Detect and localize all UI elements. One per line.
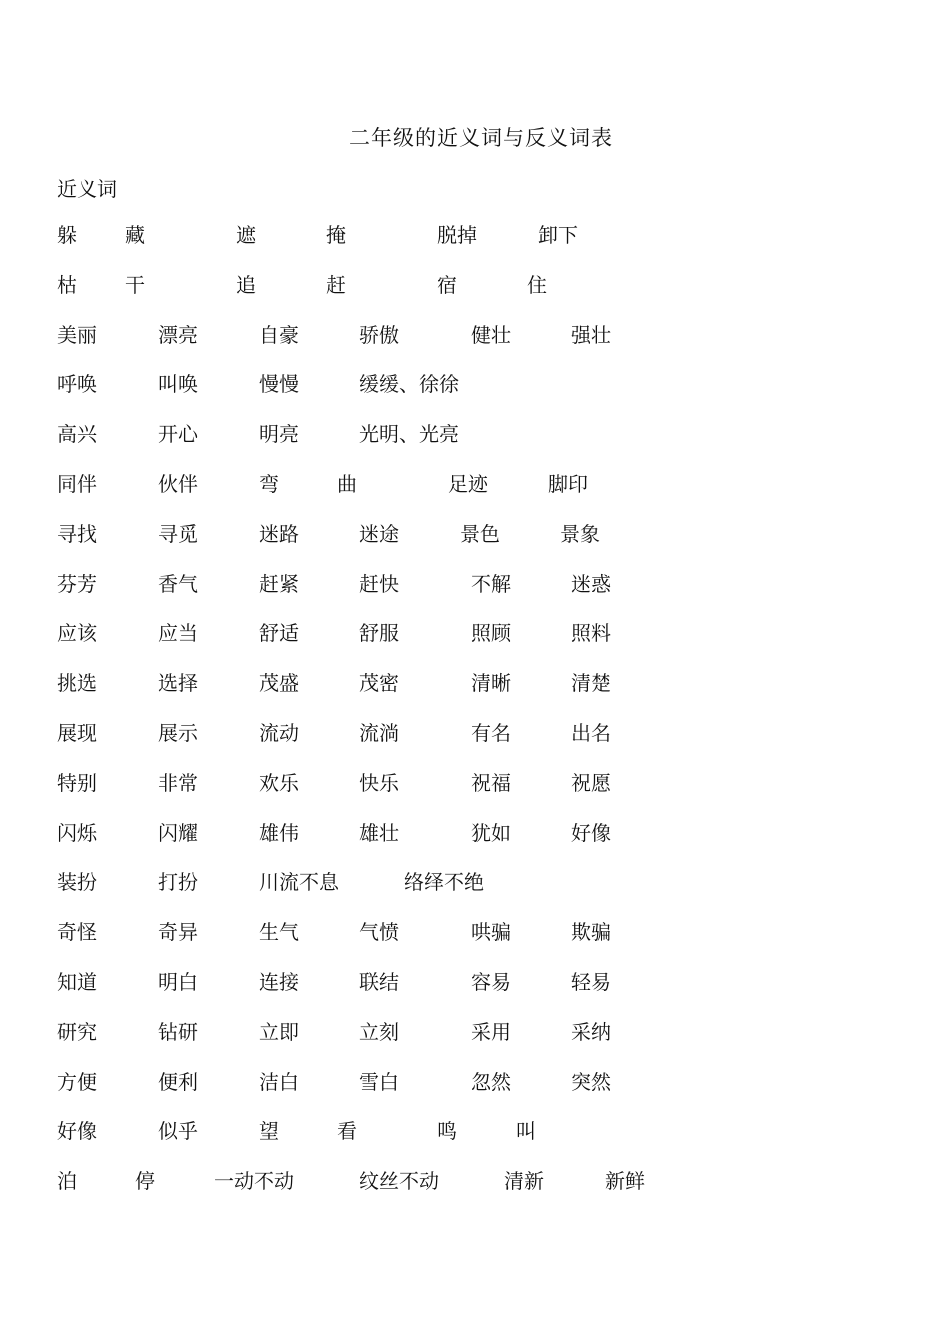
synonym-word: 足迹 [448, 472, 488, 496]
synonym-word: 络绎不绝 [404, 870, 484, 895]
synonym-word: 非常 [158, 770, 198, 795]
synonym-word: 照顾 [471, 621, 511, 646]
table-row [0, 519, 950, 549]
synonym-word: 住 [527, 272, 547, 297]
synonym-word: 宿 [437, 272, 457, 297]
synonym-word: 曲 [337, 472, 357, 496]
synonym-word: 不解 [471, 571, 511, 596]
synonym-word: 采用 [471, 1019, 511, 1044]
table-row [0, 867, 950, 897]
synonym-word: 突然 [571, 1069, 611, 1094]
synonym-word: 纹丝不动 [359, 1169, 439, 1194]
synonym-word: 寻找 [57, 521, 97, 546]
synonym-word: 遮 [236, 223, 256, 247]
synonym-word: 应当 [158, 621, 198, 646]
synonym-word: 卸下 [538, 223, 578, 247]
table-row [0, 967, 950, 997]
synonym-word: 川流不息 [259, 870, 339, 895]
synonym-word: 有名 [471, 721, 511, 745]
table-row [0, 1067, 950, 1097]
table-row [0, 768, 950, 798]
synonym-word: 选择 [158, 671, 198, 696]
synonym-word: 连接 [259, 970, 299, 994]
synonym-word: 景象 [560, 521, 600, 546]
synonym-word: 强壮 [571, 322, 611, 347]
synonym-word: 枯 [57, 272, 77, 297]
synonym-word: 特别 [57, 770, 97, 795]
synonym-word: 藏 [125, 223, 145, 247]
synonym-word: 迷路 [259, 521, 299, 546]
synonym-word: 研究 [57, 1019, 97, 1044]
synonym-word: 照料 [571, 621, 611, 646]
table-row [0, 718, 950, 748]
synonym-word: 迷途 [359, 521, 399, 546]
synonym-word: 打扮 [158, 870, 198, 895]
synonym-word: 慢慢 [259, 372, 299, 397]
synonym-word: 方便 [57, 1069, 97, 1094]
synonym-word: 联结 [359, 970, 399, 994]
synonym-word: 干 [125, 272, 145, 297]
table-row [0, 569, 950, 599]
synonym-word: 同伴 [57, 472, 97, 496]
synonym-word: 赶快 [359, 571, 399, 596]
synonym-word: 应该 [57, 621, 97, 646]
table-row [0, 270, 950, 300]
synonym-word: 赶 [326, 272, 346, 297]
synonym-word: 泊 [57, 1169, 77, 1194]
synonym-word: 停 [135, 1169, 155, 1194]
synonym-word: 欢乐 [259, 770, 299, 795]
synonym-word: 寻觅 [158, 521, 198, 546]
synonym-word: 追 [236, 272, 256, 297]
synonym-word: 伙伴 [158, 472, 198, 496]
synonym-word: 光明、光亮 [359, 422, 459, 447]
synonym-word: 舒适 [259, 621, 299, 646]
table-row [0, 419, 950, 449]
synonym-word: 立即 [259, 1019, 299, 1044]
table-row [0, 818, 950, 848]
synonym-word: 流动 [259, 721, 299, 745]
synonym-word: 雄伟 [259, 820, 299, 845]
synonym-word: 鸣 [437, 1119, 457, 1144]
synonym-word: 景色 [460, 521, 500, 546]
synonym-word: 祝愿 [571, 770, 611, 795]
synonym-word: 美丽 [57, 322, 97, 347]
synonym-word: 快乐 [359, 770, 399, 795]
synonym-word: 呼唤 [57, 372, 97, 397]
synonym-word: 脱掉 [437, 223, 477, 247]
synonym-word: 高兴 [57, 422, 97, 447]
synonym-word: 便利 [158, 1069, 198, 1094]
synonym-word: 新鲜 [605, 1169, 645, 1194]
synonym-word: 弯 [259, 472, 279, 496]
synonym-word: 一动不动 [214, 1169, 294, 1194]
synonym-word: 钻研 [158, 1019, 198, 1044]
synonym-word: 舒服 [359, 621, 399, 646]
synonym-word: 好像 [57, 1119, 97, 1144]
synonym-word: 香气 [158, 571, 198, 596]
document-title: 二年级的近义词与反义词表 [349, 126, 613, 150]
synonym-word: 芬芳 [57, 571, 97, 596]
synonym-word: 看 [337, 1119, 357, 1144]
synonym-word: 开心 [158, 422, 198, 447]
synonym-word: 轻易 [571, 970, 611, 994]
synonym-word: 健壮 [471, 322, 511, 347]
synonym-word: 闪耀 [158, 820, 198, 845]
table-row [0, 668, 950, 698]
table-row [0, 618, 950, 648]
synonym-word: 挑选 [57, 671, 97, 696]
synonym-word: 茂盛 [259, 671, 299, 696]
synonym-word: 望 [259, 1119, 279, 1144]
synonym-word: 似乎 [158, 1119, 198, 1144]
synonym-word: 叫 [516, 1119, 536, 1144]
synonym-word: 明亮 [259, 422, 299, 447]
synonym-word: 叫唤 [158, 372, 198, 397]
synonym-word: 展示 [158, 721, 198, 745]
synonym-word: 掩 [326, 223, 346, 247]
synonym-word: 明白 [158, 970, 198, 994]
synonym-word: 躲 [57, 223, 77, 247]
synonym-word: 容易 [471, 970, 511, 994]
synonym-word: 展现 [57, 721, 97, 745]
synonym-word: 好像 [571, 820, 611, 845]
synonym-word: 气愤 [359, 920, 399, 945]
synonym-word: 奇异 [158, 920, 198, 945]
table-row [0, 469, 950, 499]
synonym-word: 茂密 [359, 671, 399, 696]
table-row [0, 917, 950, 947]
synonym-word: 知道 [57, 970, 97, 994]
section-heading-synonyms: 近义词 [57, 177, 117, 201]
synonym-word: 缓缓、徐徐 [359, 372, 459, 397]
table-row [0, 320, 950, 350]
synonym-word: 闪烁 [57, 820, 97, 845]
synonym-word: 赶紧 [259, 571, 299, 596]
synonym-word: 忽然 [471, 1069, 511, 1094]
synonym-word: 骄傲 [359, 322, 399, 347]
synonym-word: 雄壮 [359, 820, 399, 845]
synonym-word: 雪白 [359, 1069, 399, 1094]
table-row [0, 1166, 950, 1196]
table-row [0, 1116, 950, 1146]
synonym-word: 脚印 [548, 472, 588, 496]
synonym-word: 装扮 [57, 870, 97, 895]
synonym-word: 洁白 [259, 1069, 299, 1094]
synonym-word: 欺骗 [571, 920, 611, 945]
synonym-word: 祝福 [471, 770, 511, 795]
synonym-word: 清晰 [471, 671, 511, 696]
synonym-word: 采纳 [571, 1019, 611, 1044]
synonym-word: 奇怪 [57, 920, 97, 945]
synonym-word: 哄骗 [471, 920, 511, 945]
synonym-word: 清楚 [571, 671, 611, 696]
synonym-word: 流淌 [359, 721, 399, 745]
synonym-word: 迷惑 [571, 571, 611, 596]
synonym-word: 漂亮 [158, 322, 198, 347]
synonym-word: 出名 [571, 721, 611, 745]
synonym-word: 生气 [259, 920, 299, 945]
table-row [0, 220, 950, 250]
synonym-word: 自豪 [259, 322, 299, 347]
synonym-word: 清新 [504, 1169, 544, 1194]
synonym-word: 犹如 [471, 820, 511, 845]
table-row [0, 369, 950, 399]
synonym-word: 立刻 [359, 1019, 399, 1044]
table-row [0, 1017, 950, 1047]
